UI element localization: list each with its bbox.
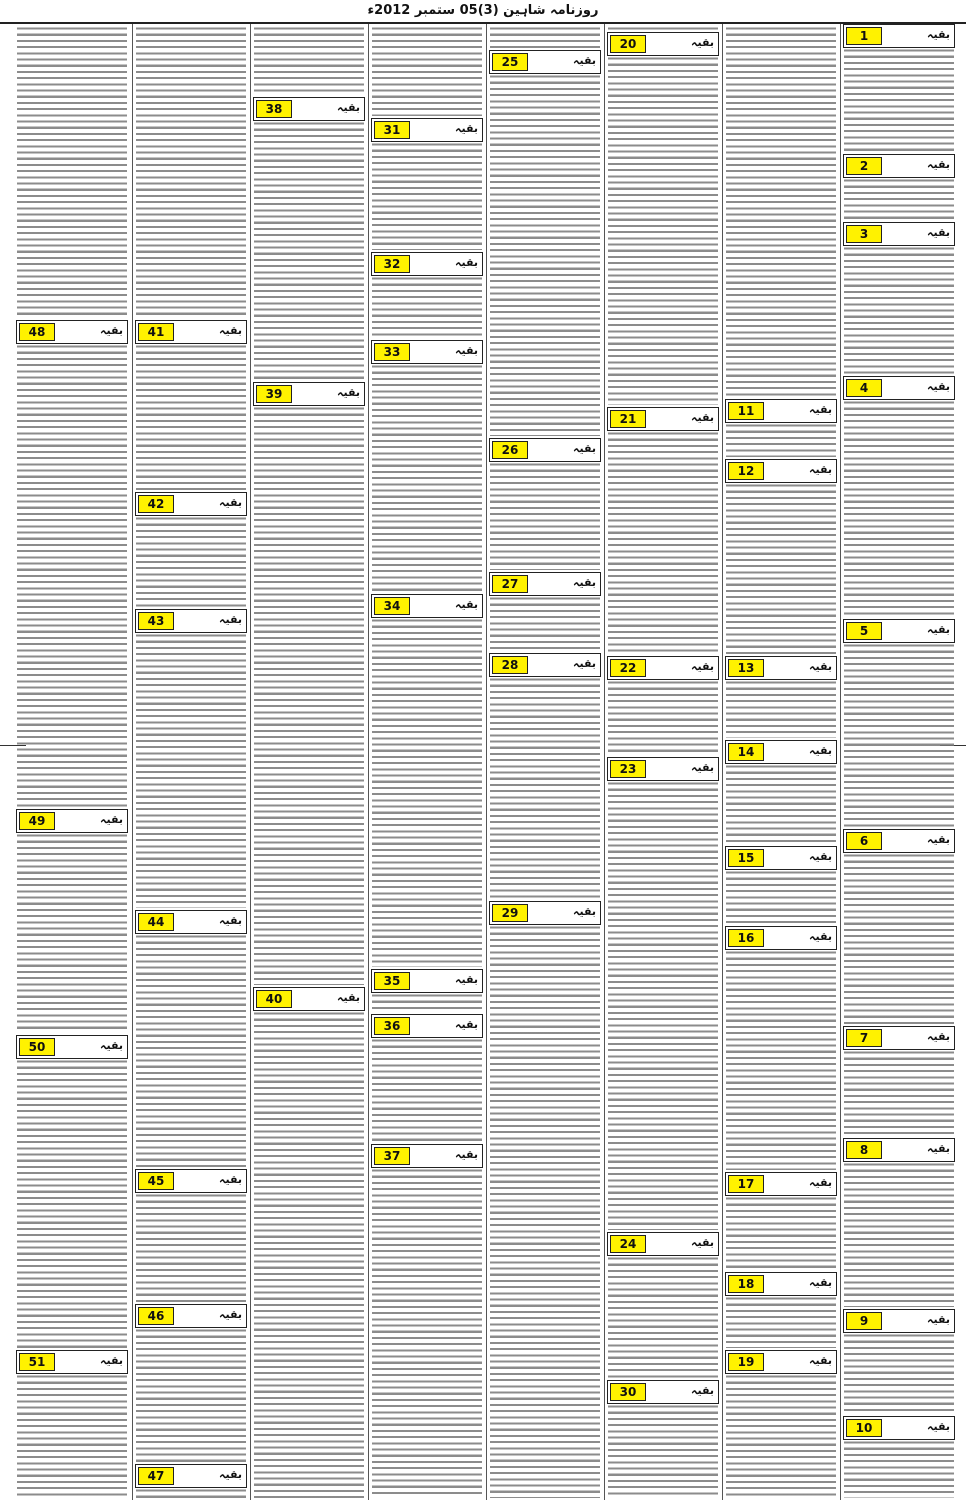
continued-label: بقیہ (809, 850, 832, 863)
continued-number: 16 (728, 929, 764, 947)
continued-label: بقیہ (573, 442, 596, 455)
article-text (608, 431, 718, 654)
article-text (372, 993, 482, 1012)
article-text (726, 1196, 836, 1270)
continued-box (135, 1169, 247, 1193)
continued-label: بقیہ (809, 1176, 832, 1189)
continued-box (371, 1144, 483, 1168)
article-text (136, 26, 246, 318)
continued-number: 23 (610, 760, 646, 778)
continued-label: بقیہ (809, 1276, 832, 1289)
continued-label: بقیہ (573, 905, 596, 918)
continued-box (843, 1026, 955, 1050)
continued-box (725, 1350, 837, 1374)
continued-box (135, 910, 247, 934)
continued-number: 19 (728, 1353, 764, 1371)
continued-label: بقیہ (100, 324, 123, 337)
continued-label: بقیہ (219, 324, 242, 337)
continued-number: 45 (138, 1172, 174, 1190)
article-text (844, 643, 954, 827)
continued-number: 33 (374, 343, 410, 361)
continued-box (253, 97, 365, 121)
page-header (0, 0, 966, 24)
article-text (490, 74, 600, 436)
continued-label: بقیہ (455, 598, 478, 611)
article-text (17, 1059, 127, 1348)
article-text (726, 423, 836, 457)
continued-label: بقیہ (927, 1030, 950, 1043)
article-text (372, 26, 482, 116)
article-text (372, 276, 482, 338)
continued-number: 46 (138, 1307, 174, 1325)
continued-label: بقیہ (573, 54, 596, 67)
continued-box (725, 1172, 837, 1196)
continued-box (725, 656, 837, 680)
continued-number: 37 (374, 1147, 410, 1165)
continued-number: 21 (610, 410, 646, 428)
article-text (726, 1296, 836, 1348)
continued-number: 47 (138, 1467, 174, 1485)
continued-number: 22 (610, 659, 646, 677)
continued-number: 38 (256, 100, 292, 118)
continued-box (843, 829, 955, 853)
continued-box (489, 653, 601, 677)
continued-number: 27 (492, 575, 528, 593)
continued-label: بقیہ (219, 613, 242, 626)
continued-box (489, 50, 601, 74)
column-2 (722, 24, 839, 1500)
continued-box (725, 459, 837, 483)
continued-box (16, 809, 128, 833)
continued-label: بقیہ (927, 623, 950, 636)
continued-number: 40 (256, 990, 292, 1008)
continued-box (607, 656, 719, 680)
continued-box (725, 740, 837, 764)
continued-number: 1 (846, 27, 882, 45)
continued-box (16, 1035, 128, 1059)
column-6 (250, 24, 367, 1500)
article-text (844, 1162, 954, 1307)
continued-number: 6 (846, 832, 882, 850)
continued-box (725, 1272, 837, 1296)
article-text (608, 1256, 718, 1378)
continued-label: بقیہ (927, 1420, 950, 1433)
article-text (844, 1050, 954, 1136)
continued-number: 31 (374, 121, 410, 139)
article-text (726, 26, 836, 397)
continued-label: بقیہ (219, 496, 242, 509)
continued-number: 36 (374, 1017, 410, 1035)
continued-box (253, 987, 365, 1011)
continued-number: 51 (19, 1353, 55, 1371)
continued-number: 32 (374, 255, 410, 273)
continued-box (371, 1014, 483, 1038)
continued-number: 14 (728, 743, 764, 761)
continued-box (607, 757, 719, 781)
article-columns (14, 24, 958, 1500)
continued-box (135, 1304, 247, 1328)
continued-number: 9 (846, 1312, 882, 1330)
continued-number: 3 (846, 225, 882, 243)
continued-box (135, 609, 247, 633)
continued-number: 7 (846, 1029, 882, 1047)
continued-label: بقیہ (455, 1018, 478, 1031)
continued-label: بقیہ (927, 380, 950, 393)
continued-box (371, 118, 483, 142)
continued-label: بقیہ (927, 833, 950, 846)
article-text (490, 596, 600, 651)
continued-number: 20 (610, 35, 646, 53)
article-text (726, 950, 836, 1170)
continued-box (16, 320, 128, 344)
continued-label: بقیہ (927, 158, 950, 171)
continued-label: بقیہ (809, 403, 832, 416)
continued-box (843, 1309, 955, 1333)
continued-number: 39 (256, 385, 292, 403)
continued-box (489, 438, 601, 462)
continued-box (843, 1416, 955, 1440)
continued-label: بقیہ (809, 463, 832, 476)
continued-number: 43 (138, 612, 174, 630)
article-text (136, 344, 246, 490)
article-text (844, 400, 954, 617)
continued-label: بقیہ (573, 576, 596, 589)
continued-number: 30 (610, 1383, 646, 1401)
continued-box (843, 24, 955, 48)
continued-box (135, 320, 247, 344)
article-text (490, 462, 600, 570)
article-text (254, 121, 364, 380)
continued-box (843, 1138, 955, 1162)
continued-number: 5 (846, 622, 882, 640)
continued-label: بقیہ (219, 1173, 242, 1186)
article-text (844, 1333, 954, 1414)
article-text (608, 26, 718, 30)
continued-label: بقیہ (455, 256, 478, 269)
continued-number: 18 (728, 1275, 764, 1293)
continued-label: بقیہ (455, 122, 478, 135)
article-text (844, 246, 954, 374)
continued-label: بقیہ (219, 1468, 242, 1481)
article-text (17, 344, 127, 807)
article-text (490, 26, 600, 48)
continued-label: بقیہ (337, 991, 360, 1004)
continued-number: 28 (492, 656, 528, 674)
continued-number: 42 (138, 495, 174, 513)
continued-label: بقیہ (337, 101, 360, 114)
continued-number: 2 (846, 157, 882, 175)
continued-box (135, 1464, 247, 1488)
continued-box (607, 1380, 719, 1404)
continued-number: 13 (728, 659, 764, 677)
continued-number: 12 (728, 462, 764, 480)
continued-label: بقیہ (691, 660, 714, 673)
continued-number: 26 (492, 441, 528, 459)
article-text (608, 1404, 718, 1498)
article-text (372, 618, 482, 967)
article-text (844, 48, 954, 152)
article-text (726, 870, 836, 924)
column-8 (14, 24, 130, 1500)
continued-box (843, 376, 955, 400)
continued-label: بقیہ (809, 660, 832, 673)
continued-number: 50 (19, 1038, 55, 1056)
article-text (844, 853, 954, 1024)
continued-number: 11 (728, 402, 764, 420)
continued-number: 8 (846, 1141, 882, 1159)
continued-label: بقیہ (691, 36, 714, 49)
continued-label: بقیہ (927, 1142, 950, 1155)
continued-box (371, 969, 483, 993)
article-text (372, 364, 482, 592)
article-text (490, 677, 600, 899)
continued-number: 35 (374, 972, 410, 990)
continued-box (725, 399, 837, 423)
article-text (17, 1374, 127, 1498)
column-7 (132, 24, 249, 1500)
continued-label: بقیہ (809, 1354, 832, 1367)
continued-number: 44 (138, 913, 174, 931)
continued-label: بقیہ (809, 930, 832, 943)
article-text (844, 1440, 954, 1498)
continued-box (371, 340, 483, 364)
continued-label: بقیہ (455, 973, 478, 986)
continued-label: بقیہ (927, 226, 950, 239)
continued-label: بقیہ (219, 914, 242, 927)
continued-box (843, 154, 955, 178)
continued-label: بقیہ (927, 28, 950, 41)
continued-box (489, 572, 601, 596)
continued-box (607, 407, 719, 431)
article-text (726, 483, 836, 654)
column-5 (368, 24, 485, 1500)
continued-box (16, 1350, 128, 1374)
article-text (726, 680, 836, 738)
article-text (608, 56, 718, 405)
article-text (136, 633, 246, 908)
article-text (17, 26, 127, 318)
continued-label: بقیہ (455, 344, 478, 357)
article-text (844, 178, 954, 220)
article-text (726, 1374, 836, 1498)
continued-number: 29 (492, 904, 528, 922)
continued-number: 34 (374, 597, 410, 615)
continued-number: 49 (19, 812, 55, 830)
continued-number: 48 (19, 323, 55, 341)
continued-number: 10 (846, 1419, 882, 1437)
continued-label: بقیہ (691, 1236, 714, 1249)
continued-label: بقیہ (691, 411, 714, 424)
article-text (136, 934, 246, 1167)
continued-box (607, 1232, 719, 1256)
article-text (254, 1011, 364, 1498)
article-text (490, 925, 600, 1498)
article-text (372, 142, 482, 250)
article-text (136, 1488, 246, 1498)
continued-label: بقیہ (691, 761, 714, 774)
article-text (372, 1168, 482, 1498)
page-title: روزنامہ شاہین (3)05 ستمبر 2012ء (367, 3, 599, 18)
continued-label: بقیہ (455, 1148, 478, 1161)
continued-number: 17 (728, 1175, 764, 1193)
continued-number: 25 (492, 53, 528, 71)
continued-number: 15 (728, 849, 764, 867)
continued-label: بقیہ (219, 1308, 242, 1321)
article-text (17, 833, 127, 1033)
continued-number: 24 (610, 1235, 646, 1253)
article-text (372, 1038, 482, 1142)
article-text (726, 764, 836, 844)
article-text (608, 781, 718, 1230)
article-text (254, 26, 364, 95)
continued-box (725, 926, 837, 950)
column-1 (840, 24, 957, 1500)
continued-label: بقیہ (100, 813, 123, 826)
continued-box (135, 492, 247, 516)
continued-box (843, 222, 955, 246)
continued-box (253, 382, 365, 406)
continued-number: 41 (138, 323, 174, 341)
continued-label: بقیہ (337, 386, 360, 399)
continued-label: بقیہ (573, 657, 596, 670)
continued-label: بقیہ (691, 1384, 714, 1397)
continued-label: بقیہ (100, 1039, 123, 1052)
column-3 (604, 24, 721, 1500)
continued-label: بقیہ (100, 1354, 123, 1367)
continued-label: بقیہ (809, 744, 832, 757)
article-text (136, 1193, 246, 1302)
article-text (254, 406, 364, 985)
continued-box (371, 252, 483, 276)
article-text (136, 1328, 246, 1462)
continued-box (371, 594, 483, 618)
continued-box (607, 32, 719, 56)
article-text (136, 516, 246, 607)
column-4 (486, 24, 603, 1500)
continued-box (489, 901, 601, 925)
continued-label: بقیہ (927, 1313, 950, 1326)
continued-number: 4 (846, 379, 882, 397)
continued-box (725, 846, 837, 870)
article-text (608, 680, 718, 755)
continued-box (843, 619, 955, 643)
